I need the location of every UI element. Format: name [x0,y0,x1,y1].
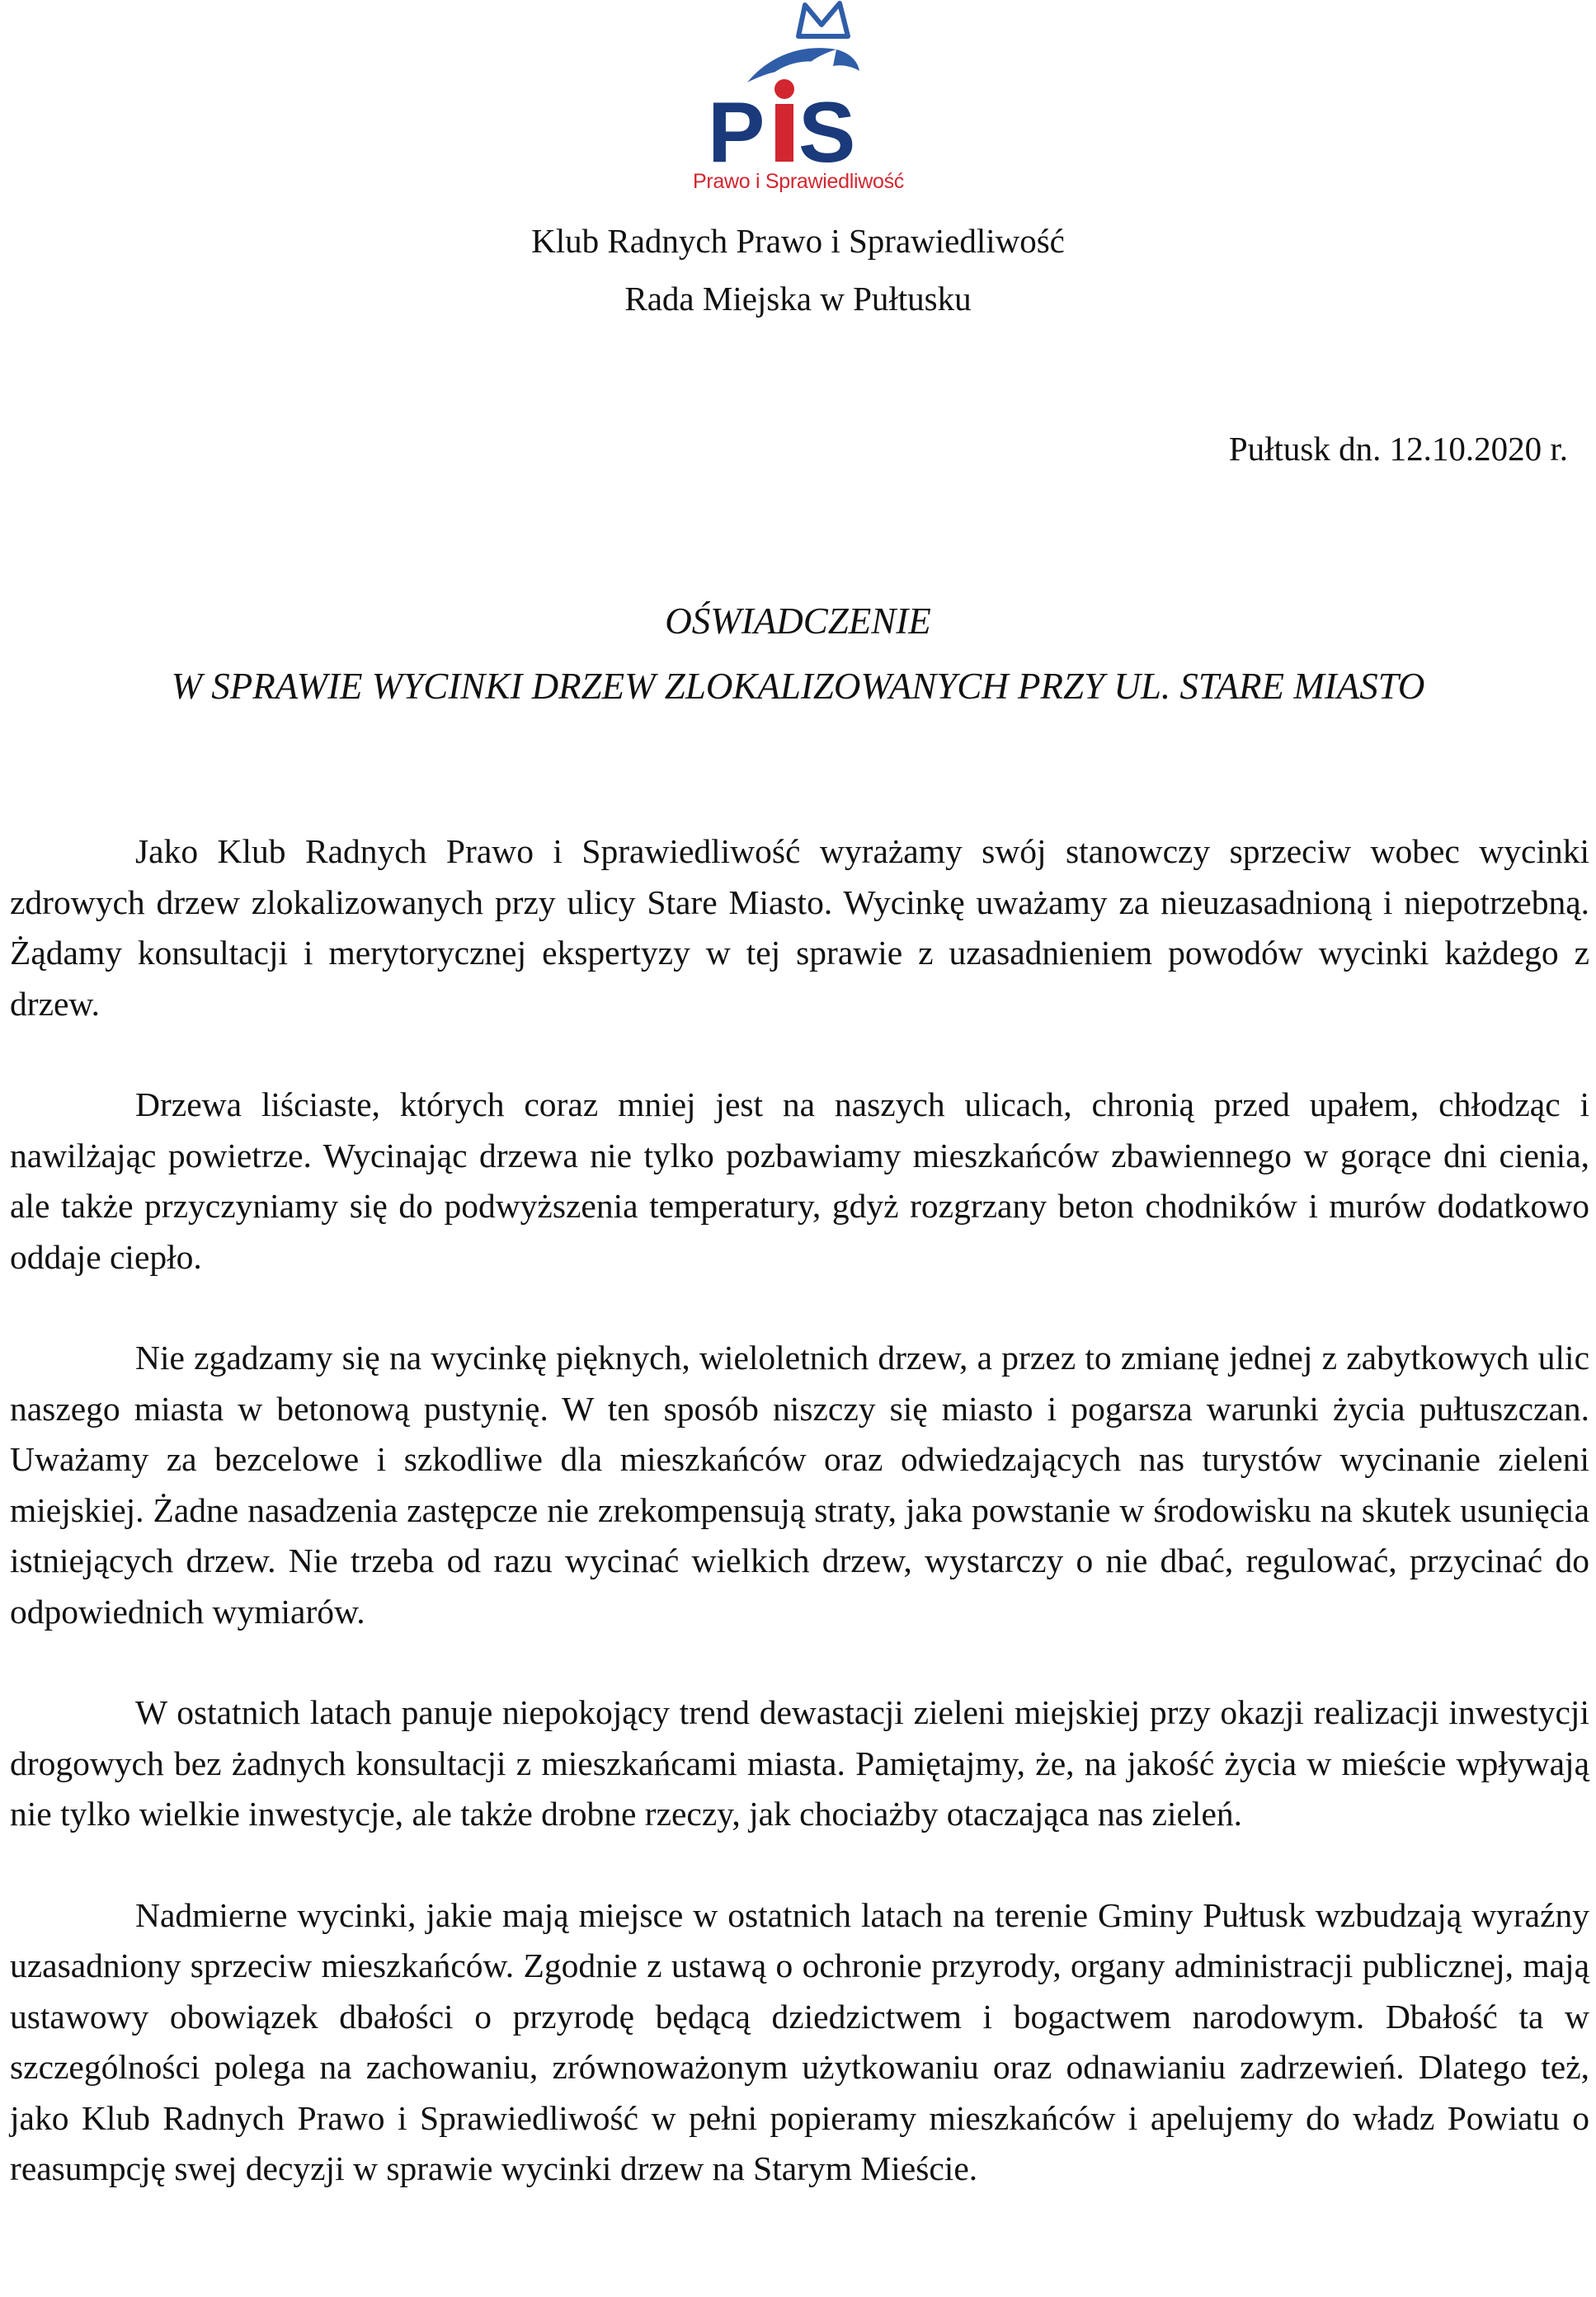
document-subtitle: W SPRAWIE WYCINKI DRZEW ZLOKALIZOWANYCH PRZY UL. STARE MIASTO [171,666,1425,707]
paragraph: Jako Klub Radnych Prawo i Sprawiedliwość wyrażamy swój stanowczy sprzeciw wobec wycinki zdrowych drzew zlokalizowanych przy ulicy Stare Miasto. Wycinkę uważamy za nieuzasadnioną i niepotrzebną. Żądamy konsultacji i merytorycznej ekspertyzy w tej sprawie z uzasadnieniem powodów wycinki każdego z drzew. [10,832,1589,1023]
logo-tagline: Prawo i Sprawiedliwość [693,170,904,193]
council-name: Rada Miejska w Pułtusku [624,280,972,318]
document-date: Pułtusk dn. 12.10.2020 r. [1228,430,1568,468]
paragraph: Nie zgadzamy się na wycinkę pięknych, wieloletnich drzew, a przez to zmianę jednej z zabytkowych ulic naszego miasta w betonową pustynię. W ten sposób niszczy się miasto i pogarsza warunki życia pułtuszczan. Uważamy za bezcelowe i szkodliwe dla mieszkańców oraz odwiedzających nas turystów wycinanie zieleni miejskiej. Żadne nasadzenia zastępcze nie zrekompensują straty, jaka powstanie w środowisku na skutek usunięcia istniejących drzew. Nie trzeba od razu wycinać wielkich drzew, wystarczy o nie dbać, regulować, przycinać do odpowiednich wymiarów. [10,1339,1589,1631]
logo-letter-i-dot [774,79,794,99]
paragraph: Nadmierne wycinki, jakie mają miejsce w ostatnich latach na terenie Gminy Pułtusk wzbudzają wyraźny uzasadniony sprzeciw mieszkańców. Zgodnie z ustawą o ochronie przyrody, organy administracji publicznej, mają ustawowy obowiązek dbałości o przyrodę będącą dziedzictwem i bogactwem narodowym. Dbałość ta w szczególności polega na zachowaniu, zrównoważonym użytkowaniu oraz odnawianiu zadrzewień. Dlatego też, jako Klub Radnych Prawo i Sprawiedliwość w pełni popieramy mieszkańców i apelujemy do władz Powiatu o reasumpcję swej decyzji w sprawie wycinki drzew na Starym Mieście. [10,1895,1589,2187]
logo-letter-p-main: P [708,85,765,165]
logo-letters [675,0,922,165]
paragraph: Drzewa liściaste, których coraz mniej jest na naszych ulicach, chronią przed upałem, chłodząc i nawilżając powietrze. Wycinając drzewa nie tylko pozbawiamy mieszkańców zbawiennego w gorące dni cienia, ale także przyczyniamy się do podwyższenia temperatury, gdyż rozgrzany beton chodników i murów dodatkowo oddaje ciepło. [10,1085,1589,1276]
document-body [10,826,1589,2195]
party-logo [675,0,922,202]
club-name: Klub Radnych Prawo i Sprawiedliwość [531,222,1065,260]
logo-letter-i-stem [775,104,793,162]
document-title: OŚWIADCZENIE [665,600,931,642]
paragraph: W ostatnich latach panuje niepokojący trend dewastacji zieleni miejskiej przy okazji realizacji inwestycji drogowych bez żadnych konsultacji z mieszkańcami miasta. Pamiętajmy, że, na jakość życia w mieście wpływają nie tylko wielkie inwestycje, ale także drobne rzeczy, jak chociażby otaczająca nas zieleń. [10,1693,1589,1833]
logo-letter-s: S [798,85,856,165]
